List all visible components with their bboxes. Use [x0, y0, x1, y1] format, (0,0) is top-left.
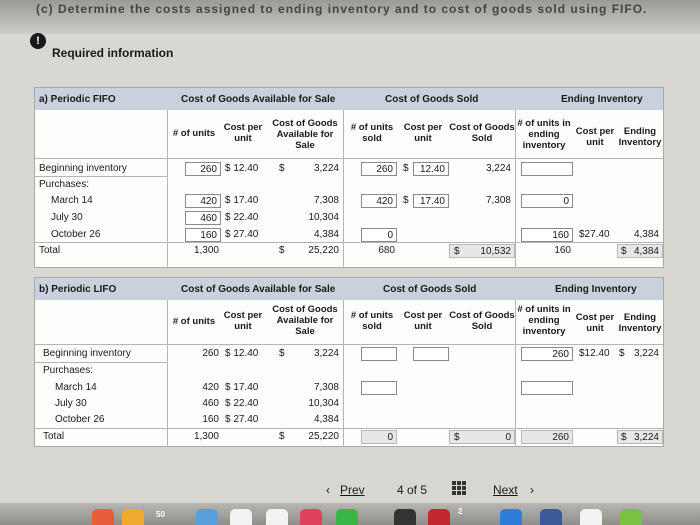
lifo-july30-cost: 10,304 — [308, 398, 339, 409]
lifo-col-ending-inventory: Ending Inventory — [618, 312, 662, 334]
fifo-march14-units-input[interactable]: 420 — [185, 194, 221, 208]
dock-app-icon[interactable] — [300, 509, 322, 525]
lifo-beginning-dollar: $ — [279, 348, 285, 359]
lifo-col-cogs: Cost of Goods Sold — [449, 310, 515, 332]
lifo-total-dollar: $ — [279, 431, 285, 442]
fifo-oct26-units-input[interactable]: 160 — [185, 228, 221, 242]
dock-app-icon[interactable] — [92, 509, 114, 525]
question-title: (c) Determine the costs assigned to ending inventory and to cost of goods sold using FIFO. — [36, 2, 648, 16]
lifo-col-units-sold: # of units sold — [350, 310, 394, 332]
fifo-total-ending-units: 160 — [554, 245, 571, 256]
fifo-label-purchases: Purchases: — [39, 179, 90, 190]
dock-badge: 50 — [156, 510, 165, 519]
fifo-total-sold-units: 680 — [378, 245, 395, 256]
fifo-header-bar — [35, 88, 663, 110]
lifo-july30-cpu: $ 22.40 — [225, 398, 259, 409]
lifo-total-cost: 25,220 — [308, 431, 339, 442]
fifo-total-dollar: $ — [279, 245, 285, 256]
exclamation-icon: ! — [30, 33, 46, 49]
grid-icon[interactable] — [452, 481, 466, 495]
fifo-march14-sold-units-input[interactable]: 420 — [361, 194, 397, 208]
page-indicator: 4 of 5 — [397, 483, 428, 497]
fifo-july30-cost: 10,304 — [308, 212, 339, 223]
fifo-march14-cogs: 7,308 — [485, 195, 511, 206]
fifo-march14-cost: 7,308 — [313, 195, 339, 206]
lifo-march14-sold-units-input[interactable] — [361, 381, 397, 395]
lifo-march14-units: 420 — [202, 382, 219, 393]
prev-button[interactable]: Prev — [340, 483, 365, 497]
lifo-tab-label: b) Periodic LIFO — [39, 284, 117, 295]
dock — [0, 503, 700, 525]
lifo-march14-ending-units-input[interactable] — [521, 381, 573, 395]
fifo-beginning-sold-units-input[interactable]: 260 — [361, 162, 397, 176]
question-title-strip — [0, 0, 700, 34]
lifo-total-sold-units-field: 0 — [361, 430, 397, 444]
lifo-col-cost-per-unit-ending: Cost per unit — [575, 312, 615, 334]
fifo-oct26-ending-cpu: $27.40 — [579, 229, 610, 240]
lifo-july30-units: 460 — [202, 398, 219, 409]
lifo-beginning-cost: 3,224 — [313, 348, 339, 359]
fifo-label-oct26: October 26 — [51, 229, 101, 240]
lifo-total-ending-units-field: 260 — [521, 430, 573, 444]
fifo-col-cost-per-unit-ending: Cost per unit — [575, 126, 615, 148]
fifo-col-units-ending: # of units in ending inventory — [517, 118, 571, 151]
required-information-title: Required information — [52, 46, 174, 60]
fifo-total-cogs-field: $ 10,532 — [449, 244, 515, 258]
lifo-oct26-cpu: $ 27.40 — [225, 414, 259, 425]
fifo-beginning-sold-dollar: $ — [403, 163, 409, 174]
fifo-panel — [34, 87, 664, 268]
fifo-section-sold: Cost of Goods Sold — [385, 94, 479, 105]
fifo-label-total: Total — [39, 245, 61, 256]
fifo-march14-sold-cpu-input[interactable]: 17.40 — [413, 194, 449, 208]
fifo-total-cost: 25,220 — [308, 245, 339, 256]
dock-app-icon[interactable] — [196, 509, 218, 525]
fifo-section-available: Cost of Goods Available for Sale — [181, 94, 336, 105]
fifo-beginning-units-input[interactable]: 260 — [185, 162, 221, 176]
lifo-col-cost-per-unit: Cost per unit — [223, 310, 263, 332]
fifo-col-units-sold: # of units sold — [350, 122, 394, 144]
fifo-section-ending: Ending Inventory — [561, 94, 643, 105]
fifo-march14-cpu: $ 17.40 — [225, 195, 259, 206]
lifo-total-cogs-field: $ 0 — [449, 430, 515, 444]
fifo-tab-label: a) Periodic FIFO — [39, 94, 116, 105]
lifo-col-units-ending: # of units in ending inventory — [517, 304, 571, 337]
fifo-oct26-ending-units-input[interactable]: 160 — [521, 228, 573, 242]
fifo-col-ending-inventory: Ending Inventory — [618, 126, 662, 148]
fifo-beginning-cogs: 3,224 — [485, 163, 511, 174]
lifo-header-bar — [35, 278, 663, 300]
lifo-col-cogas: Cost of Goods Available for Sale — [272, 304, 338, 337]
dock-app-icon[interactable] — [580, 509, 602, 525]
chevron-right-icon[interactable]: › — [530, 483, 534, 497]
fifo-july30-units-input[interactable]: 460 — [185, 211, 221, 225]
fifo-oct26-cpu: $ 27.40 — [225, 229, 259, 240]
lifo-col-cost-per-unit-sold: Cost per unit — [403, 310, 443, 332]
lifo-beginning-ending-dollar: $ — [619, 348, 625, 359]
fifo-total-units: 1,300 — [193, 245, 219, 256]
fifo-label-march14: March 14 — [51, 195, 93, 206]
lifo-oct26-cost: 4,384 — [313, 414, 339, 425]
dock-app-icon[interactable] — [122, 509, 144, 525]
lifo-section-sold: Cost of Goods Sold — [383, 284, 477, 295]
chevron-left-icon[interactable]: ‹ — [326, 483, 330, 497]
fifo-oct26-cost: 4,384 — [313, 229, 339, 240]
fifo-total-ending-inventory-field: $ 4,384 — [617, 244, 663, 258]
lifo-march14-cpu: $ 17.40 — [225, 382, 259, 393]
dock-app-icon[interactable] — [540, 509, 562, 525]
lifo-beginning-ending-cpu: $12.40 — [579, 348, 610, 359]
lifo-beginning-cpu: $ 12.40 — [225, 348, 259, 359]
lifo-beginning-units: 260 — [202, 348, 219, 359]
fifo-col-cogs: Cost of Goods Sold — [449, 122, 515, 144]
lifo-section-available: Cost of Goods Available for Sale — [181, 284, 336, 295]
fifo-col-units: # of units — [172, 128, 216, 139]
lifo-panel — [34, 277, 664, 447]
fifo-label-beginning: Beginning inventory — [39, 163, 127, 174]
lifo-label-march14: March 14 — [55, 382, 97, 393]
dock-app-icon[interactable] — [336, 509, 358, 525]
lifo-beginning-sold-units-input[interactable] — [361, 347, 397, 361]
dock-app-icon[interactable] — [428, 509, 450, 525]
fifo-beginning-cost: 3,224 — [313, 163, 339, 174]
fifo-beginning-ending-units-input[interactable] — [521, 162, 573, 176]
lifo-oct26-units: 160 — [202, 414, 219, 425]
fifo-col-cost-per-unit: Cost per unit — [223, 122, 263, 144]
lifo-label-beginning: Beginning inventory — [43, 348, 131, 359]
fifo-oct26-sold-units-input[interactable]: 0 — [361, 228, 397, 242]
lifo-beginning-ending-units-input[interactable]: 260 — [521, 347, 573, 361]
lifo-beginning-sold-cpu-input[interactable] — [413, 347, 449, 361]
lifo-label-oct26: October 26 — [55, 414, 105, 425]
dock-app-icon[interactable] — [394, 509, 416, 525]
next-button[interactable]: Next — [493, 483, 518, 497]
fifo-march14-ending-units-input[interactable]: 0 — [521, 194, 573, 208]
lifo-section-ending: Ending Inventory — [555, 284, 637, 295]
dock-app-icon[interactable] — [500, 509, 522, 525]
lifo-beginning-ending-inventory: 3,224 — [633, 348, 659, 359]
lifo-march14-cost: 7,308 — [313, 382, 339, 393]
fifo-oct26-ending-inventory: 4,384 — [633, 229, 659, 240]
fifo-march14-sold-dollar: $ — [403, 195, 409, 206]
fifo-beginning-cpu: $ 12.40 — [225, 163, 259, 174]
dock-app-icon[interactable] — [620, 509, 642, 525]
dock-app-icon[interactable] — [230, 509, 252, 525]
dock-badge: 2 — [458, 507, 463, 516]
lifo-col-units: # of units — [172, 316, 216, 327]
fifo-beginning-sold-cpu-input[interactable]: 12.40 — [413, 162, 449, 176]
fifo-col-cost-per-unit-sold: Cost per unit — [403, 122, 443, 144]
lifo-label-purchases: Purchases: — [43, 365, 94, 376]
lifo-total-ending-inventory-field: $ 3,224 — [617, 430, 663, 444]
dock-app-icon[interactable] — [266, 509, 288, 525]
fifo-beginning-dollar: $ — [279, 163, 285, 174]
fifo-july30-cpu: $ 22.40 — [225, 212, 259, 223]
lifo-label-total: Total — [43, 431, 65, 442]
fifo-col-cogas: Cost of Goods Available for Sale — [272, 118, 338, 151]
lifo-total-units: 1,300 — [193, 431, 219, 442]
fifo-label-july30: July 30 — [51, 212, 83, 223]
lifo-label-july30: July 30 — [55, 398, 87, 409]
